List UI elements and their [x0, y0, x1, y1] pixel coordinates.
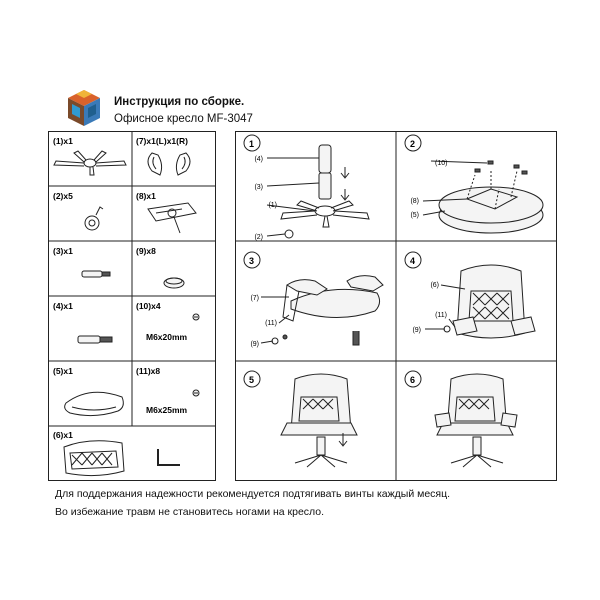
step-4-callout-11: (11): [435, 312, 447, 319]
part-sublabel-10: M6x20mm: [146, 332, 188, 342]
step-2-illustration: [410, 160, 543, 233]
page-subtitle: Офисное кресло MF-3047: [114, 113, 253, 125]
step-5-number: 5: [249, 375, 255, 385]
step-4-number: 4: [410, 256, 416, 266]
footer-note-safety: Во избежание травм не становитесь ногами на кресло.: [55, 506, 325, 518]
part-label-8: (8)x1: [136, 191, 156, 201]
part-sublabel-11: M6x25mm: [146, 405, 188, 415]
step-2-callout-10: (10): [435, 160, 448, 167]
step-1-callout-4: (4): [254, 156, 263, 163]
part-label-6: (6)x1: [53, 430, 73, 440]
part-label-5: (5)x1: [53, 366, 73, 376]
step-5-illustration: [281, 374, 357, 467]
step-4-callout-6: (6): [430, 282, 439, 289]
step-4-callout-9: (9): [412, 327, 421, 334]
step-2-callout-8: (8): [410, 198, 419, 205]
part-label-7: (7)x1(L)x1(R): [136, 136, 188, 146]
step-number-5: [244, 371, 260, 387]
step-number-2: [405, 135, 421, 151]
footer-note-maintenance: Для поддержания надежности рекомендуется подтягивать винты каждый месяц.: [55, 488, 451, 500]
part-label-10: (10)x4: [136, 301, 161, 311]
mechanism-plate-icon: [148, 203, 196, 233]
step-4-illustration: [412, 265, 535, 338]
seat-icon: [65, 392, 124, 415]
washer-icon: [164, 278, 184, 288]
chair-base-icon: [54, 151, 126, 175]
gas-lift-icon: [82, 271, 110, 277]
part-label-11: (11)x8: [136, 366, 161, 376]
step-3-illustration: [250, 276, 383, 348]
step-6-illustration: [435, 374, 517, 467]
part-label-3: (3)x1: [53, 246, 73, 256]
step-number-3: [244, 252, 260, 268]
parts-list-grid: [48, 131, 216, 481]
page-title: Инструкция по сборке.: [114, 96, 245, 108]
caster-wheel-icon: [85, 207, 103, 230]
screw-icon: [193, 390, 199, 396]
step-1-illustration: [254, 145, 369, 241]
assembly-steps-grid: [235, 131, 557, 481]
step-number-6: [405, 371, 421, 387]
step-3-callout-7: (7): [250, 295, 259, 302]
screw-icon: [193, 314, 199, 320]
step-1-callout-2: (2): [254, 234, 263, 241]
step-3-number: 3: [249, 256, 255, 266]
armrest-icon: [148, 153, 190, 175]
part-label-1: (1)x1: [53, 136, 73, 146]
step-1-callout-3: (3): [254, 184, 263, 191]
part-label-9: (9)x8: [136, 246, 156, 256]
step-6-number: 6: [410, 375, 416, 385]
step-1-number: 1: [249, 139, 255, 149]
step-2-callout-5: (5): [410, 212, 419, 219]
backrest-icon: [64, 441, 124, 476]
part-label-2: (2)x5: [53, 191, 73, 201]
step-2-number: 2: [410, 139, 416, 149]
step-number-1: [244, 135, 260, 151]
step-3-callout-11: (11): [265, 320, 277, 327]
hex-key-icon: [158, 449, 180, 465]
step-3-callout-9: (9): [250, 341, 259, 348]
brand-logo-icon: [66, 88, 102, 128]
part-label-4: (4)x1: [53, 301, 73, 311]
step-1-callout-1: (1): [268, 202, 277, 209]
lift-cover-icon: [78, 336, 112, 343]
step-number-4: [405, 252, 421, 268]
